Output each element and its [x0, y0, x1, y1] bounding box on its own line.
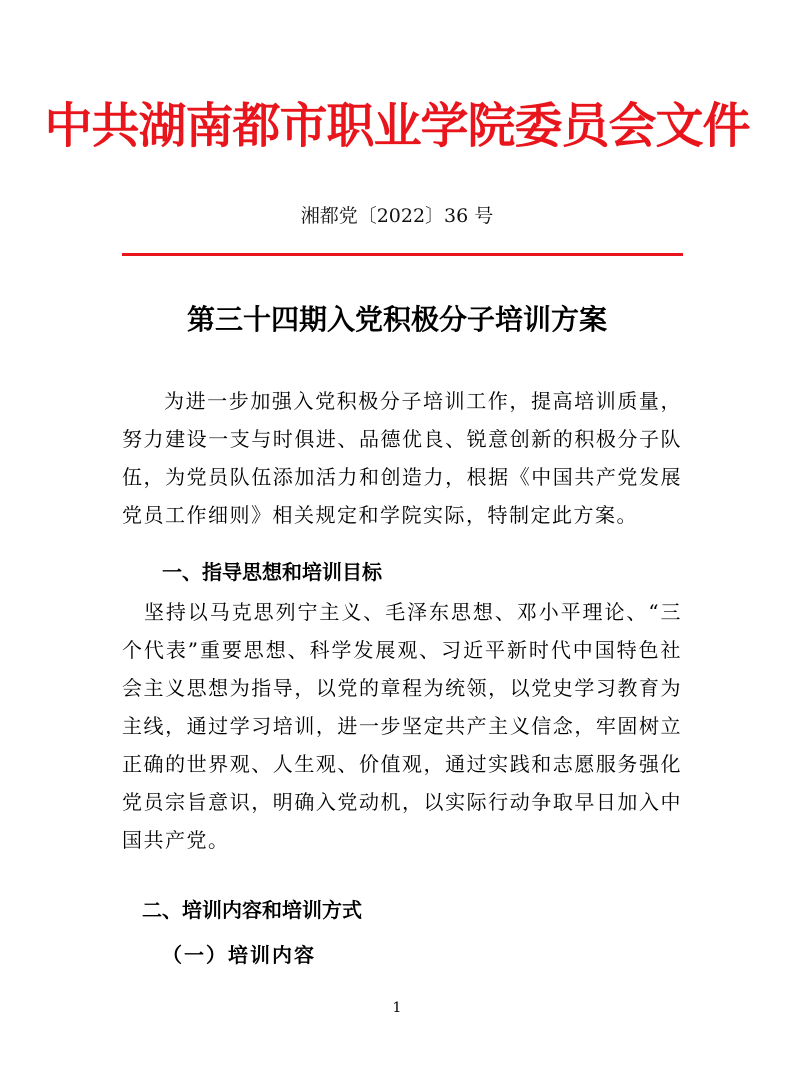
section-1-paragraph: 坚持以马克思列宁主义、毛泽东思想、邓小平理论、“三个代表”重要思想、科学发展观、习近平新时代中国特色社会主义思想为指导，以党的章程为统领，以党史学习教育为主线，通过学习培训，进一步坚定共产主义信念，牢固树立正确的世界观、人生观、价值观，通过实践和志愿服务强化党员宗旨意识，明确入党动机，以实际行动争取早日加入中国共产党。 — [122, 600, 682, 852]
section-2-heading: 二、培训内容和培训方式 — [142, 898, 362, 922]
document-number: 湘都党〔2022〕36 号 — [300, 205, 494, 227]
section-1-heading: 一、指导思想和培训目标 — [162, 560, 382, 584]
header-divider — [122, 253, 683, 256]
intro-paragraph: 为进一步加强入党积极分子培训工作，提高培训质量，努力建设一支与时俱进、品德优良、锐意创新的积极分子队伍，为党员队伍添加活力和创造力，根据《中国共产党发展党员工作细则》相关规定和学院实际，特制定此方案。 — [122, 389, 682, 527]
section-2-subheading: （一）培训内容 — [162, 943, 316, 967]
page-number: 1 — [392, 1000, 402, 1016]
document-header-title: 中共湖南都市职业学院委员会文件 — [44, 98, 750, 154]
document-title: 第三十四期入党积极分子培训方案 — [186, 303, 607, 336]
